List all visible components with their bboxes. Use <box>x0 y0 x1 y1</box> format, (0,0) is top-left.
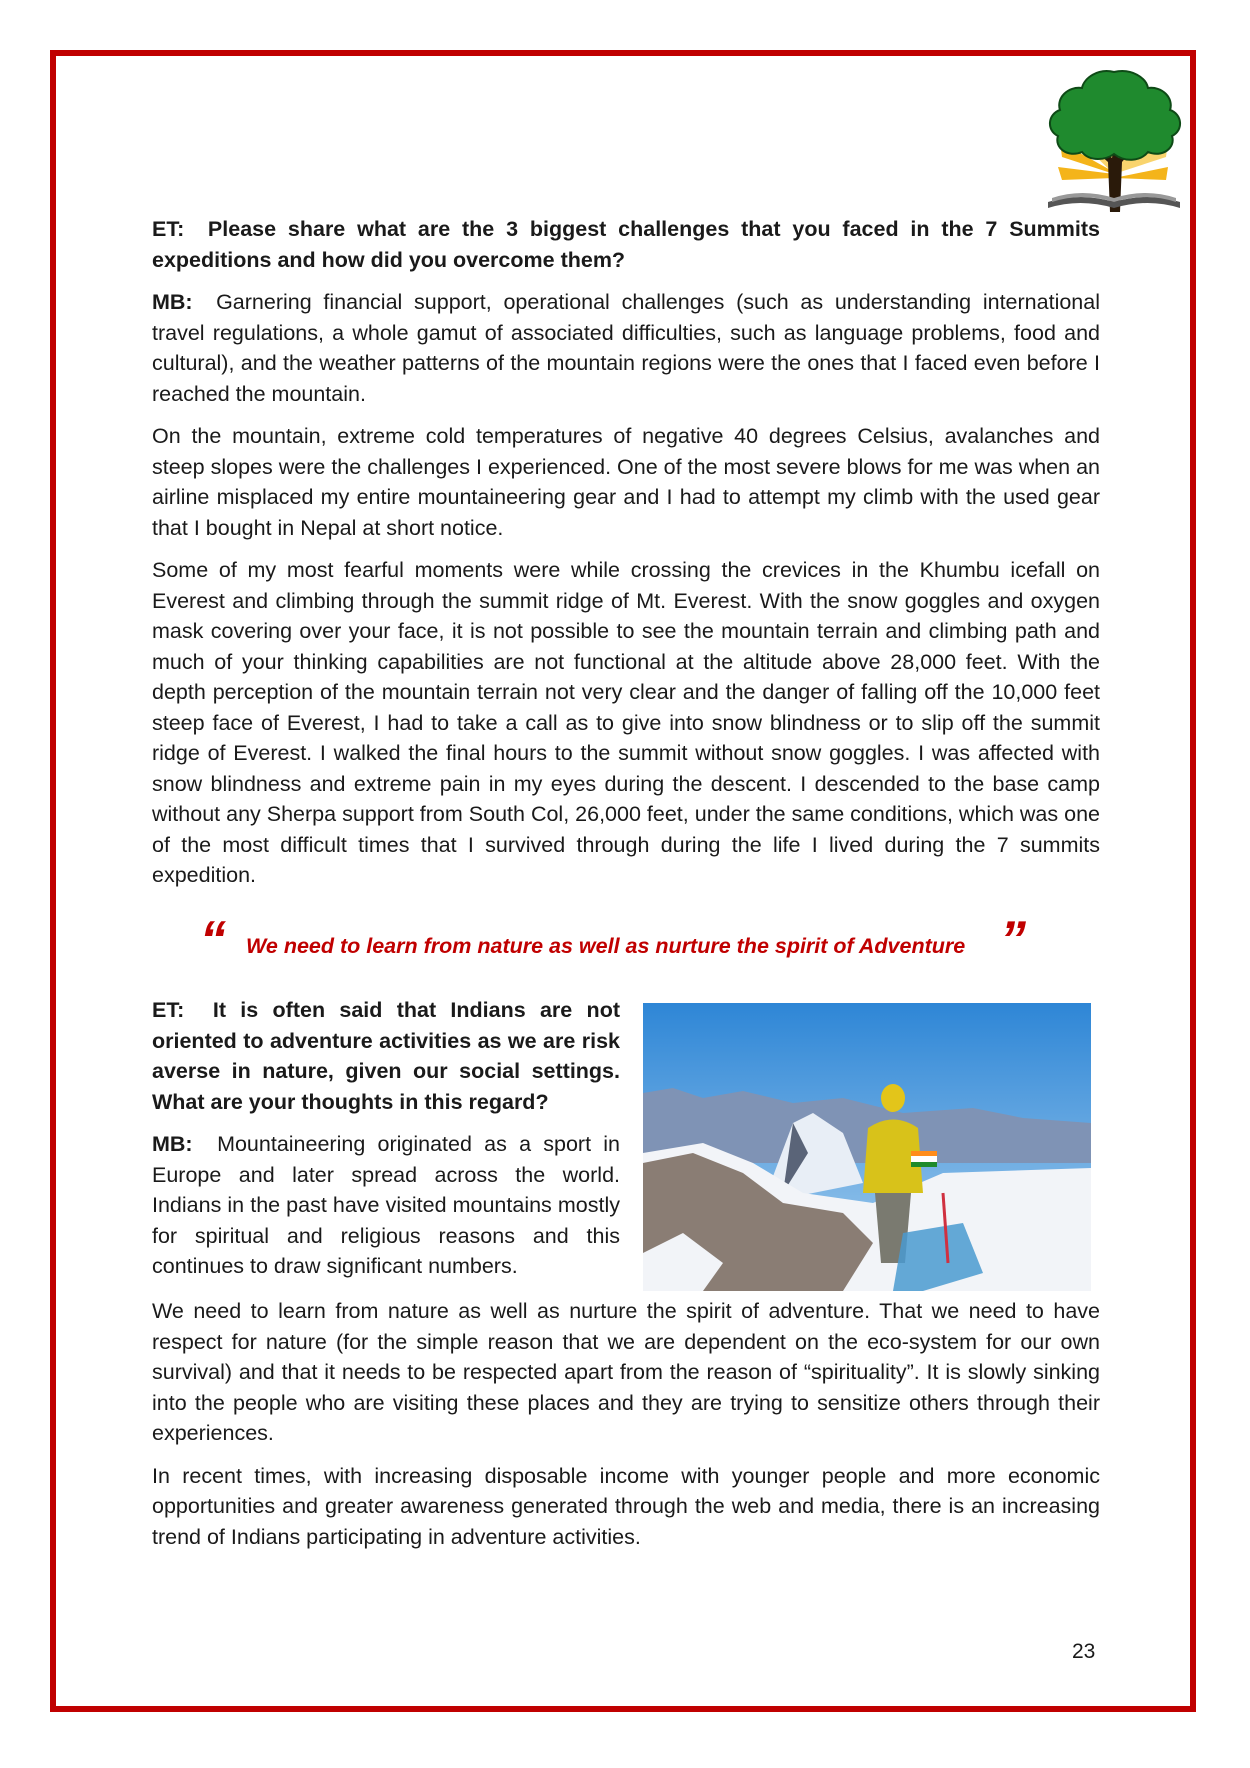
question-label: ET: <box>152 217 185 241</box>
answer-paragraph: On the mountain, extreme cold temperatures of negative 40 degrees Celsius, avalanches and steep slopes were the challenges I experienced. One of the most severe blows for me was when an airline misplaced my entire mountaineering gear and I had to attempt my climb with the used gear that I bought in Nepal at short notice. <box>152 424 1100 540</box>
answer-paragraph <box>152 1129 620 1282</box>
question-challenges <box>152 214 1100 275</box>
open-quote-icon: “ <box>200 911 226 969</box>
answer-paragraph <box>152 287 1100 409</box>
question-risk <box>152 995 620 1117</box>
answer-label: MB: <box>152 1132 193 1156</box>
section-challenges <box>152 214 1100 891</box>
question-text: It is often said that Indians are not oriented to adventure activities as we are risk averse in nature, given our social settings. What are your thoughts in this regard? <box>152 998 620 1114</box>
section-risk-answer-continued <box>152 1296 1100 1552</box>
tree-book-logo-icon <box>1040 62 1188 214</box>
question-label: ET: <box>152 998 185 1022</box>
summit-photo <box>643 1003 1091 1291</box>
close-quote-icon: ” <box>1000 911 1026 969</box>
answer-text: Garnering financial support, operational challenges (such as understanding international travel regulations, a whole gamut of associated difficulties, such as language problems, food and cultural), and the weather patterns of the mountain regions were the ones that I faced even before I reached the mountain. <box>152 290 1100 406</box>
page-number: 23 <box>1072 1640 1096 1663</box>
pull-quote-text: We need to learn from nature as well as nurture the spirit of Adventure <box>246 934 966 958</box>
answer-paragraph: We need to learn from nature as well as nurture the spirit of adventure. That we need to have respect for nature (for the simple reason that we are dependent on the eco-system for our own survival) and that it needs to be respected apart from the reason of “spirituality”. It is slowly sinking into the people who are visiting these places and they are trying to sensitize others through their experiences. <box>152 1299 1100 1445</box>
answer-label: MB: <box>152 290 193 314</box>
section-risk-question <box>152 995 620 1282</box>
question-text: Please share what are the 3 biggest challenges that you faced in the 7 Summits expeditions and how did you overcome them? <box>152 217 1101 272</box>
answer-paragraph: In recent times, with increasing disposable income with younger people and more economic opportunities and greater awareness generated through the web and media, there is an increasing trend of Indians participating in adventure activities. <box>152 1463 1100 1549</box>
pull-quote <box>200 911 1040 972</box>
answer-paragraph: Some of my most fearful moments were while crossing the crevices in the Khumbu icefall on Everest and climbing through the summit ridge of Mt. Everest. With the snow goggles and oxygen mask covering over your face, it is not possible to see the mountain terrain and climbing path and much of your thinking capabilities are not functional at the altitude above 28,000 feet. With the depth perception of the mountain terrain not very clear and the danger of falling off the 10,000 feet steep face of Everest, I had to take a call as to give into snow blindness or to slip off the summit ridge of Everest. I walked the final hours to the summit without snow goggles. I was affected with snow blindness and extreme pain in my eyes during the descent. I descended to the base camp without any Sherpa support from South Col, 26,000 feet, under the same conditions, which was one of the most difficult times that I survived through during the life I lived during the 7 summits expedition. <box>152 558 1100 887</box>
answer-text: Mountaineering originated as a sport in Europe and later spread across the world. Indians in the past have visited mountains mostly for spiritual and religious reasons and this continues to draw significant numbers. <box>152 1132 620 1278</box>
